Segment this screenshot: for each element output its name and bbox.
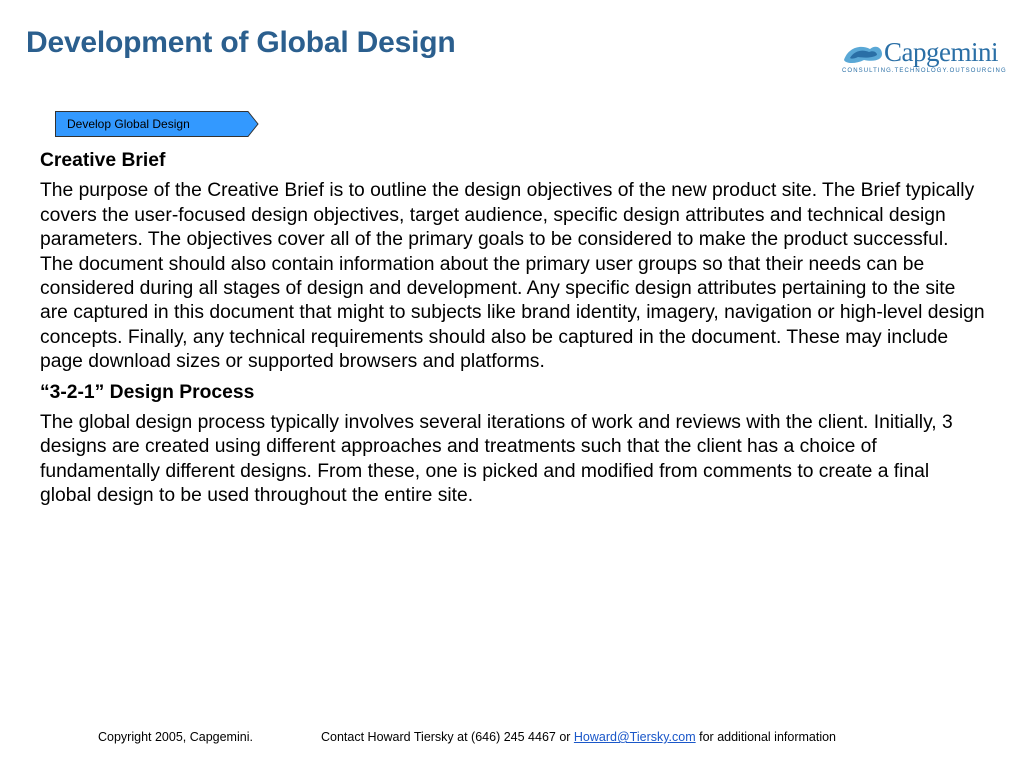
slide-body [40, 149, 985, 515]
footer-contact-suffix: for additional information [695, 730, 837, 744]
footer-copyright: Copyright 2005, Capgemini. [98, 730, 253, 744]
phase-tag [55, 111, 259, 137]
section-body-creative-brief: The purpose of the Creative Brief is to outline the design objectives of the new product site. The Brief typically covers the user-focused design objectives, target audience, specific design attributes and technical design parameters. The objectives cover all of the primary goals to be considered to make the product successful. The document should also contain information about the primary user groups so that their needs can be considered during all stages of design and development. Any specific design attributes pertaining to the site are captured in this document that might to subjects like brand identity, imagery, navigation or high-level design concepts. Finally, any technical requirements should also be captured in the document. These may include page download sizes or supported browsers and platforms. [40, 180, 985, 373]
section-body-design-process: The global design process typically involves several iterations of work and reviews with the client. Initially, 3 designs are created using different approaches and treatments such that the client has a choice of fundamentally different designs. From these, one is picked and modified from comments to create a final global design to be used throughout the entire site. [40, 412, 953, 507]
phase-tag-label: Develop Global Design [67, 117, 190, 131]
page-title: Development of Global Design [26, 26, 456, 59]
logo-wordmark: Capgemini [884, 37, 998, 67]
spade-cloud-icon [842, 40, 884, 66]
section-heading-design-process: “3-2-1” Design Process [40, 381, 255, 403]
section-heading-creative-brief: Creative Brief [40, 150, 166, 171]
footer-contact-prefix: Contact Howard Tiersky at (646) 245 4467 or [321, 730, 574, 744]
footer-contact [321, 729, 836, 745]
capgemini-logo [842, 36, 1007, 78]
footer-email-link[interactable]: Howard@Tiersky.com [573, 730, 696, 744]
logo-tagline: CONSULTING.TECHNOLOGY.OUTSOURCING [842, 68, 1007, 74]
